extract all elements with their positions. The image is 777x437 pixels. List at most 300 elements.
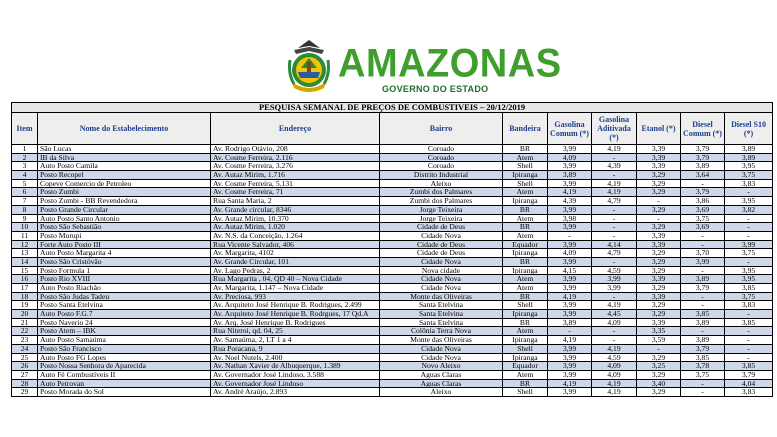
cell-ethanol: 3,29	[637, 370, 681, 379]
cell-neighborhood: Coroado	[380, 145, 503, 154]
cell-establishment: Posto Nossa Senhora de Aparecida	[38, 362, 211, 371]
cell-address: Av. Margarita, 1.147 – Nova Cidade	[211, 284, 380, 293]
cell-gasoline: 3,99	[548, 301, 592, 310]
cell-establishment: Auto Posto FG Lopes	[38, 353, 211, 362]
table-row	[12, 231, 773, 240]
cell-establishment: Auto Posto Samaúma	[38, 336, 211, 345]
cell-neighborhood: Colônia Terra Nova	[380, 327, 503, 336]
cell-item: 7	[12, 197, 38, 206]
column-header-neighborhood: Bairro	[380, 113, 503, 145]
cell-address: Av. Governador José Lindoso	[211, 379, 380, 388]
cell-gasoline: 3,99	[548, 145, 592, 154]
cell-neighborhood: Monte das Oliveiras	[380, 336, 503, 345]
cell-neighborhood: Santa Etelvina	[380, 310, 503, 319]
cell-gasoline: 3,99	[548, 370, 592, 379]
table-row	[12, 214, 773, 223]
cell-gasoline-additive: -	[592, 336, 637, 345]
cell-address: Av. Autaz Mirim, 1.020	[211, 223, 380, 232]
table-row	[12, 388, 773, 397]
cell-address: Av. Governador José Lindoso, 3.588	[211, 370, 380, 379]
cell-ethanol: 3,40	[637, 379, 681, 388]
cell-gasoline: 3,98	[548, 214, 592, 223]
cell-establishment: São Lucas	[38, 145, 211, 154]
cell-establishment: Auto Posto Riachão	[38, 284, 211, 293]
cell-gasoline: 4,39	[548, 197, 592, 206]
cell-diesel: 3,79	[681, 153, 725, 162]
cell-ethanol: 3,29	[637, 266, 681, 275]
cell-diesel-s10: -	[725, 257, 773, 266]
cell-diesel-s10: 3,83	[725, 388, 773, 397]
cell-item: 29	[12, 388, 38, 397]
table-title: PESQUISA SEMANAL DE PREÇOS DE COMBUSTIVEIS – 20/12/2019	[12, 103, 773, 113]
cell-diesel-s10: -	[725, 188, 773, 197]
cell-diesel: 3,99	[681, 257, 725, 266]
cell-ethanol: 3,29	[637, 223, 681, 232]
cell-diesel: 3,89	[681, 275, 725, 284]
cell-establishment: Auto Posto Camila	[38, 162, 211, 171]
cell-diesel: 3,79	[681, 188, 725, 197]
cell-gasoline-additive: 4,59	[592, 353, 637, 362]
table-row	[12, 188, 773, 197]
cell-diesel-s10: 3,95	[725, 275, 773, 284]
cell-gasoline: 3,99	[548, 344, 592, 353]
table-row	[12, 379, 773, 388]
cell-brand: BR	[503, 379, 548, 388]
table-row	[12, 301, 773, 310]
cell-address: Av. Grande circular, 8346	[211, 205, 380, 214]
cell-gasoline: 4,09	[548, 153, 592, 162]
cell-diesel: 3,69	[681, 223, 725, 232]
cell-address: Av. Nathan Xavier de Albuquerque, 1.389	[211, 362, 380, 371]
cell-diesel: -	[681, 388, 725, 397]
cell-address: Av. Lago Pedras, 2	[211, 266, 380, 275]
table-row	[12, 327, 773, 336]
cell-diesel: -	[681, 179, 725, 188]
cell-gasoline-additive: -	[592, 171, 637, 180]
cell-address: Av. Cosme Ferreira, 3.276	[211, 162, 380, 171]
cell-item: 2	[12, 153, 38, 162]
cell-gasoline-additive: -	[592, 205, 637, 214]
cell-gasoline-additive: 4,09	[592, 362, 637, 371]
cell-diesel-s10: 3,95	[725, 162, 773, 171]
cell-item: 13	[12, 249, 38, 258]
cell-gasoline-additive: 4,79	[592, 249, 637, 258]
cell-neighborhood: Zumbi dos Palmares	[380, 197, 503, 206]
cell-neighborhood: Santa Etelvina	[380, 318, 503, 327]
cell-ethanol: 3,39	[637, 240, 681, 249]
cell-address: Av. Arq. José Henrique B. Rodrigues	[211, 318, 380, 327]
cell-establishment: Posto Naverio 24	[38, 318, 211, 327]
cell-item: 22	[12, 327, 38, 336]
cell-gasoline: 3,99	[548, 240, 592, 249]
cell-diesel: 3,70	[681, 249, 725, 258]
cell-establishment: Auto Posto Santo Antonio	[38, 214, 211, 223]
cell-item: 5	[12, 179, 38, 188]
cell-diesel: 3,69	[681, 205, 725, 214]
table-row	[12, 336, 773, 345]
cell-address: Rua Vicente Salvador, 406	[211, 240, 380, 249]
column-header-address: Endereço	[211, 113, 380, 145]
cell-diesel: 3,89	[681, 318, 725, 327]
cell-item: 18	[12, 292, 38, 301]
cell-diesel-s10: 3,85	[725, 318, 773, 327]
column-header-ethanol: Etanol (*)	[637, 113, 681, 145]
cell-item: 20	[12, 310, 38, 319]
table-row	[12, 153, 773, 162]
cell-gasoline: 3,99	[548, 179, 592, 188]
cell-gasoline: 3,99	[548, 205, 592, 214]
table-row	[12, 240, 773, 249]
cell-neighborhood: Santa Etelvina	[380, 301, 503, 310]
brand-subtitle: GOVERNO DO ESTADO	[382, 84, 489, 94]
table-row	[12, 344, 773, 353]
cell-diesel-s10: -	[725, 310, 773, 319]
cell-neighborhood: Coroado	[380, 153, 503, 162]
cell-gasoline-additive: -	[592, 231, 637, 240]
cell-gasoline-additive: -	[592, 223, 637, 232]
cell-neighborhood: Monte das Oliveiras	[380, 292, 503, 301]
cell-diesel-s10: 3,85	[725, 284, 773, 293]
cell-brand: Ipiranga	[503, 249, 548, 258]
cell-diesel: 3,75	[681, 214, 725, 223]
cell-diesel: 3,89	[681, 162, 725, 171]
cell-gasoline-additive: -	[592, 327, 637, 336]
cell-neighborhood: Nova cidade	[380, 266, 503, 275]
cell-item: 10	[12, 223, 38, 232]
cell-neighborhood: Distrito Industrial	[380, 171, 503, 180]
cell-diesel-s10: -	[725, 327, 773, 336]
column-header-diesel: Diesel Comum (*)	[681, 113, 725, 145]
cell-address: Av. Noel Nutels, 2.400	[211, 353, 380, 362]
cell-address: Av. Autaz Mirim, 1.716	[211, 171, 380, 180]
cell-diesel: -	[681, 379, 725, 388]
cell-establishment: Posto Recopel	[38, 171, 211, 180]
cell-item: 6	[12, 188, 38, 197]
table-row	[12, 197, 773, 206]
cell-gasoline-additive: 4,14	[592, 240, 637, 249]
cell-brand: BR	[503, 205, 548, 214]
cell-gasoline-additive: 4,09	[592, 318, 637, 327]
cell-item: 26	[12, 362, 38, 371]
cell-brand: Equador	[503, 362, 548, 371]
cell-item: 25	[12, 353, 38, 362]
cell-diesel-s10: -	[725, 353, 773, 362]
cell-brand: Ipiranga	[503, 197, 548, 206]
cell-gasoline-additive: 4,19	[592, 388, 637, 397]
cell-gasoline: 4,19	[548, 336, 592, 345]
column-header-row	[12, 113, 773, 145]
cell-brand: Shell	[503, 179, 548, 188]
cell-ethanol: 3,39	[637, 292, 681, 301]
cell-ethanol: 3,29	[637, 249, 681, 258]
cell-brand: Atem	[503, 370, 548, 379]
cell-diesel-s10: -	[725, 223, 773, 232]
cell-neighborhood: Aleixo	[380, 179, 503, 188]
cell-address: Rua Niteroi, qd. 04, 25	[211, 327, 380, 336]
table-row	[12, 145, 773, 154]
cell-item: 21	[12, 318, 38, 327]
cell-item: 24	[12, 344, 38, 353]
cell-brand: Shell	[503, 301, 548, 310]
cell-ethanol: 3,29	[637, 205, 681, 214]
cell-brand: BR	[503, 257, 548, 266]
cell-diesel-s10: 3,89	[725, 153, 773, 162]
cell-gasoline: -	[548, 327, 592, 336]
cell-diesel-s10: 3,89	[725, 145, 773, 154]
cell-brand: Atem	[503, 327, 548, 336]
cell-gasoline: -	[548, 231, 592, 240]
table-row	[12, 362, 773, 371]
cell-ethanol: 3,25	[637, 362, 681, 371]
column-header-brand: Bandeira	[503, 113, 548, 145]
table-row	[12, 275, 773, 284]
cell-neighborhood: Coroado	[380, 162, 503, 171]
cell-gasoline-additive: 4,19	[592, 301, 637, 310]
cell-brand: BR	[503, 292, 548, 301]
cell-item: 4	[12, 171, 38, 180]
cell-establishment: Posto Morada do Sol	[38, 388, 211, 397]
cell-gasoline: 3,99	[548, 310, 592, 319]
cell-address: Rua Poracana, 9	[211, 344, 380, 353]
cell-gasoline-additive: 3,99	[592, 275, 637, 284]
column-header-gasoline: Gasolina Comum (*)	[548, 113, 592, 145]
cell-diesel-s10: 3,95	[725, 266, 773, 275]
cell-diesel: -	[681, 266, 725, 275]
cell-establishment: Posto Zumbi	[38, 188, 211, 197]
cell-item: 8	[12, 205, 38, 214]
cell-item: 28	[12, 379, 38, 388]
cell-ethanol: 3,29	[637, 188, 681, 197]
column-header-establishment: Nome do Estabelecimento	[38, 113, 211, 145]
cell-item: 19	[12, 301, 38, 310]
cell-brand: Equador	[503, 240, 548, 249]
cell-ethanol: 3,29	[637, 179, 681, 188]
cell-establishment: Auto Petrovan	[38, 379, 211, 388]
cell-address: Av. Cosme Ferreira, 5.131	[211, 179, 380, 188]
cell-establishment: Posto São Francisco	[38, 344, 211, 353]
table-row	[12, 223, 773, 232]
cell-diesel-s10: -	[725, 231, 773, 240]
cell-diesel: -	[681, 231, 725, 240]
cell-ethanol: 3,39	[637, 231, 681, 240]
cell-establishment: IB da Silva	[38, 153, 211, 162]
cell-gasoline-additive: -	[592, 214, 637, 223]
cell-diesel-s10: 3,83	[725, 179, 773, 188]
cell-item: 11	[12, 231, 38, 240]
brand	[338, 41, 562, 94]
cell-address: Rua Margarita , 04, QD 40 – Nova Cidade	[211, 275, 380, 284]
cell-gasoline: 4,09	[548, 249, 592, 258]
table-row	[12, 162, 773, 171]
column-header-item: Item	[12, 113, 38, 145]
cell-ethanol: 3,29	[637, 301, 681, 310]
cell-establishment: Posto Atem – IBK	[38, 327, 211, 336]
header	[0, 0, 777, 102]
table-body	[12, 145, 773, 397]
table-row	[12, 318, 773, 327]
table-row	[12, 249, 773, 258]
cell-diesel: 3,79	[681, 284, 725, 293]
cell-gasoline: 4,19	[548, 379, 592, 388]
table-row	[12, 179, 773, 188]
cell-gasoline: 3,99	[548, 162, 592, 171]
cell-gasoline-additive: -	[592, 153, 637, 162]
cell-address: Av. Arquiteto José Henrique B. Rodrigues, 2.499	[211, 301, 380, 310]
table-row	[12, 284, 773, 293]
cell-diesel-s10: -	[725, 336, 773, 345]
cell-gasoline: 3,99	[548, 257, 592, 266]
cell-diesel: 3,86	[681, 197, 725, 206]
cell-item: 14	[12, 257, 38, 266]
cell-address: Av. Samaúma, 2, LT 1 a 4	[211, 336, 380, 345]
cell-neighborhood: Aguas Claras	[380, 370, 503, 379]
cell-diesel: -	[681, 292, 725, 301]
cell-gasoline: 4,15	[548, 266, 592, 275]
cell-diesel: -	[681, 327, 725, 336]
cell-gasoline: 3,99	[548, 223, 592, 232]
cell-item: 3	[12, 162, 38, 171]
cell-address: Av. Arquiteto José Henrique B. Rodrgues, 17 Qd.A	[211, 310, 380, 319]
cell-address: Av. André Araújo, 2.893	[211, 388, 380, 397]
cell-neighborhood: Cidade de Deus	[380, 249, 503, 258]
cell-gasoline-additive: 4,79	[592, 197, 637, 206]
cell-diesel-s10: -	[725, 214, 773, 223]
cell-ethanol: 3,29	[637, 353, 681, 362]
cell-brand: Atem	[503, 275, 548, 284]
cell-brand: Atem	[503, 214, 548, 223]
cell-brand: Atem	[503, 153, 548, 162]
cell-gasoline-additive: 4,19	[592, 188, 637, 197]
cell-ethanol: 3,59	[637, 336, 681, 345]
cell-gasoline-additive: 4,09	[592, 370, 637, 379]
cell-gasoline-additive: -	[592, 292, 637, 301]
table-row	[12, 370, 773, 379]
cell-ethanol: 3,29	[637, 284, 681, 293]
cell-gasoline-additive: 3,99	[592, 284, 637, 293]
table-row	[12, 353, 773, 362]
cell-diesel: 3,79	[681, 145, 725, 154]
cell-gasoline: 3,89	[548, 171, 592, 180]
cell-brand: Atem	[503, 188, 548, 197]
cell-brand: Ipiranga	[503, 171, 548, 180]
cell-establishment: Posto São Judas Tadeu	[38, 292, 211, 301]
cell-ethanol: 3,29	[637, 388, 681, 397]
cell-neighborhood: Cidade Nova	[380, 284, 503, 293]
brand-name: AMAZONAS	[338, 41, 562, 86]
cell-diesel-s10: 3,75	[725, 171, 773, 180]
table-row	[12, 205, 773, 214]
cell-brand: Shell	[503, 388, 548, 397]
cell-ethanol: 3,29	[637, 257, 681, 266]
cell-gasoline-additive: 4,59	[592, 266, 637, 275]
cell-brand: Atem	[503, 284, 548, 293]
cell-gasoline: 4,19	[548, 292, 592, 301]
cell-establishment: Posto Murupi	[38, 231, 211, 240]
cell-ethanol: 3,39	[637, 318, 681, 327]
cell-neighborhood: Jorge Teixeira	[380, 205, 503, 214]
cell-brand: Shell	[503, 162, 548, 171]
cell-ethanol: 3,35	[637, 327, 681, 336]
cell-diesel: 3,79	[681, 344, 725, 353]
cell-item: 17	[12, 284, 38, 293]
cell-ethanol: -	[637, 214, 681, 223]
table-row	[12, 257, 773, 266]
cell-ethanol: -	[637, 197, 681, 206]
cell-diesel-s10: 3,75	[725, 292, 773, 301]
cell-address: Rua Santa Maria, 2	[211, 197, 380, 206]
cell-ethanol: 3,39	[637, 275, 681, 284]
cell-diesel-s10: 3,82	[725, 205, 773, 214]
cell-gasoline-additive: -	[592, 257, 637, 266]
cell-gasoline-additive: 4,39	[592, 162, 637, 171]
cell-diesel-s10: -	[725, 344, 773, 353]
cell-diesel-s10: 3,95	[725, 197, 773, 206]
cell-establishment: Posto Grande Circular	[38, 205, 211, 214]
cell-neighborhood: Jorge Teixeira	[380, 214, 503, 223]
column-header-diesel-s10: Diesel S10 (*)	[725, 113, 773, 145]
cell-gasoline: 3,89	[548, 318, 592, 327]
cell-establishment: Posto Santa Etelvina	[38, 301, 211, 310]
cell-gasoline-additive: 4,19	[592, 379, 637, 388]
prices-table-container	[11, 102, 772, 397]
cell-diesel: -	[681, 240, 725, 249]
cell-address: Av. Cosme Ferreira, 2.116	[211, 153, 380, 162]
cell-establishment: Posto São Sebastião	[38, 223, 211, 232]
cell-gasoline: 4,19	[548, 188, 592, 197]
cell-address: Av. N.S. da Conceição, 1.264	[211, 231, 380, 240]
cell-gasoline: 3,99	[548, 275, 592, 284]
cell-ethanol: 3,29	[637, 171, 681, 180]
cell-gasoline-additive: 4,45	[592, 310, 637, 319]
cell-neighborhood: Cidade Nova	[380, 353, 503, 362]
cell-diesel: 3,78	[681, 362, 725, 371]
cell-item: 12	[12, 240, 38, 249]
cell-establishment: Posto Rio XVIII	[38, 275, 211, 284]
cell-item: 23	[12, 336, 38, 345]
cell-neighborhood: Novo Aleixo	[380, 362, 503, 371]
cell-diesel-s10: 3,99	[725, 240, 773, 249]
cell-gasoline: 3,99	[548, 362, 592, 371]
cell-gasoline: 3,99	[548, 388, 592, 397]
cell-gasoline-additive: 4,19	[592, 145, 637, 154]
fuel-prices-table	[11, 102, 773, 397]
cell-diesel-s10: 3,79	[725, 370, 773, 379]
cell-brand: Ipiranga	[503, 336, 548, 345]
cell-item: 16	[12, 275, 38, 284]
cell-ethanol: 3,39	[637, 145, 681, 154]
state-seal-icon	[286, 38, 332, 96]
cell-ethanol: -	[637, 344, 681, 353]
cell-diesel: 3,89	[681, 336, 725, 345]
cell-brand: BR	[503, 223, 548, 232]
cell-item: 15	[12, 266, 38, 275]
cell-address: Av. Margarita, 4102	[211, 249, 380, 258]
cell-establishment: Auto Fé Combustíveis II	[38, 370, 211, 379]
cell-diesel-s10: 3,83	[725, 301, 773, 310]
column-header-gasoline-additive: Gasolina Aditivada (*)	[592, 113, 637, 145]
cell-ethanol: 3,39	[637, 153, 681, 162]
table-row	[12, 266, 773, 275]
cell-ethanol: 3,29	[637, 310, 681, 319]
cell-diesel: 3,85	[681, 353, 725, 362]
cell-brand: Atem	[503, 231, 548, 240]
cell-establishment: Copeve Comercio de Petroleo	[38, 179, 211, 188]
cell-address: Av. Autaz Mirim, 10.370	[211, 214, 380, 223]
table-row	[12, 171, 773, 180]
cell-establishment: Posto São Cristóvão	[38, 257, 211, 266]
cell-ethanol: 3,39	[637, 162, 681, 171]
cell-brand: Ipiranga	[503, 310, 548, 319]
